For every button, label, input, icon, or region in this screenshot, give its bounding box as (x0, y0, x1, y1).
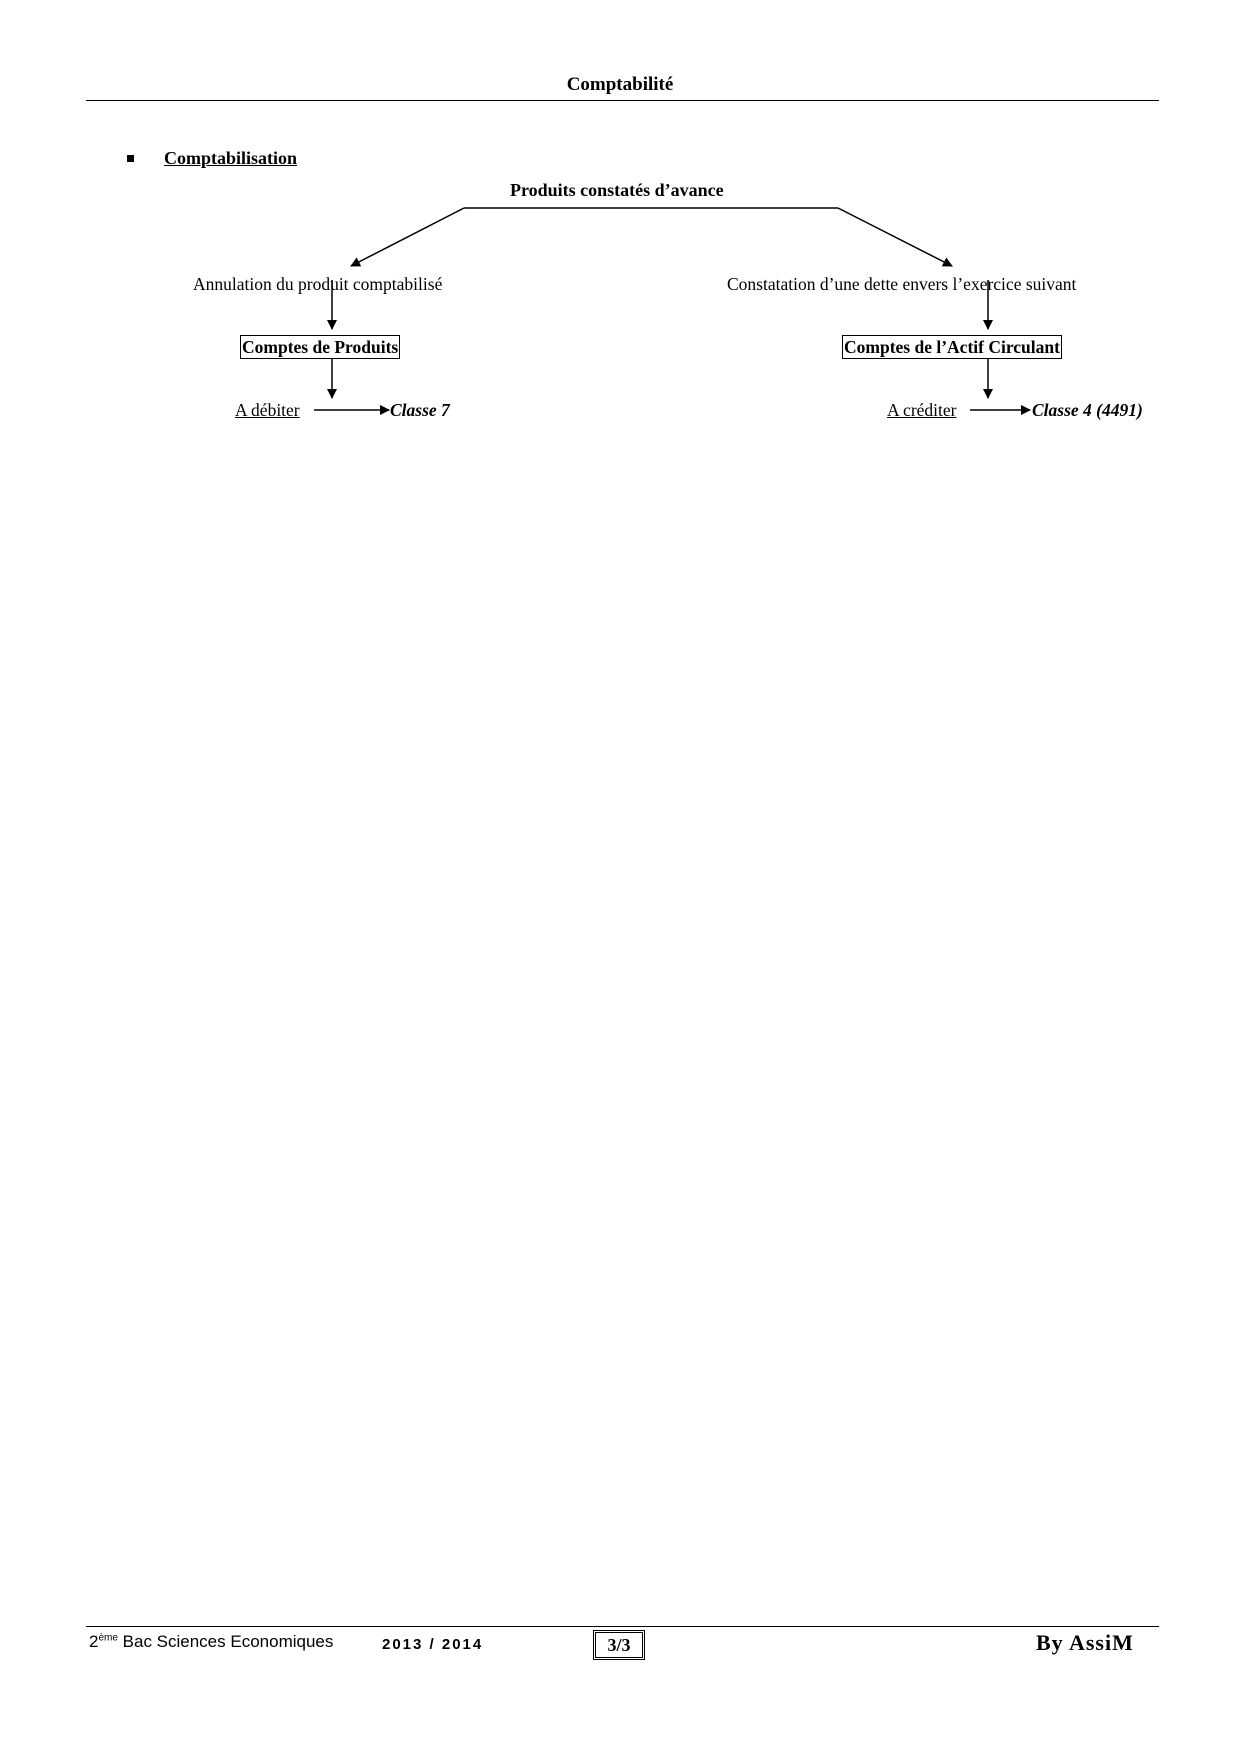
footer-level-text: Bac Sciences Economiques (117, 1632, 334, 1651)
left-branch-description: Annulation du produit comptabilisé (193, 274, 443, 294)
section-title: Comptabilisation (164, 148, 298, 168)
footer-level-superscript: ème (98, 1632, 118, 1644)
footer-divider (86, 1626, 1159, 1627)
footer-school-year: 2013 / 2014 (382, 1636, 484, 1653)
page-header-title: Comptabilité (566, 74, 674, 95)
left-account-box: Comptes de Produits (242, 337, 399, 357)
footer-level (89, 1632, 333, 1652)
diagram-root-label: Produits constatés d’avance (510, 180, 724, 200)
footer-page-number: 3/3 (593, 1630, 645, 1660)
footer-level-number: 2 (89, 1632, 99, 1651)
right-result-label: Classe 4 (4491) (1032, 400, 1143, 420)
right-branch-description: Constatation d’une dette envers l’exercice suivant (727, 274, 1077, 294)
root-left-arrow (351, 208, 464, 266)
right-account-box: Comptes de l’Actif Circulant (844, 337, 1060, 357)
left-action-label: A débiter (235, 400, 300, 420)
footer-author: By AssiM (1036, 1630, 1134, 1655)
right-action-label: A créditer (887, 400, 957, 420)
left-result-label: Classe 7 (390, 400, 450, 420)
root-right-arrow (838, 208, 952, 266)
